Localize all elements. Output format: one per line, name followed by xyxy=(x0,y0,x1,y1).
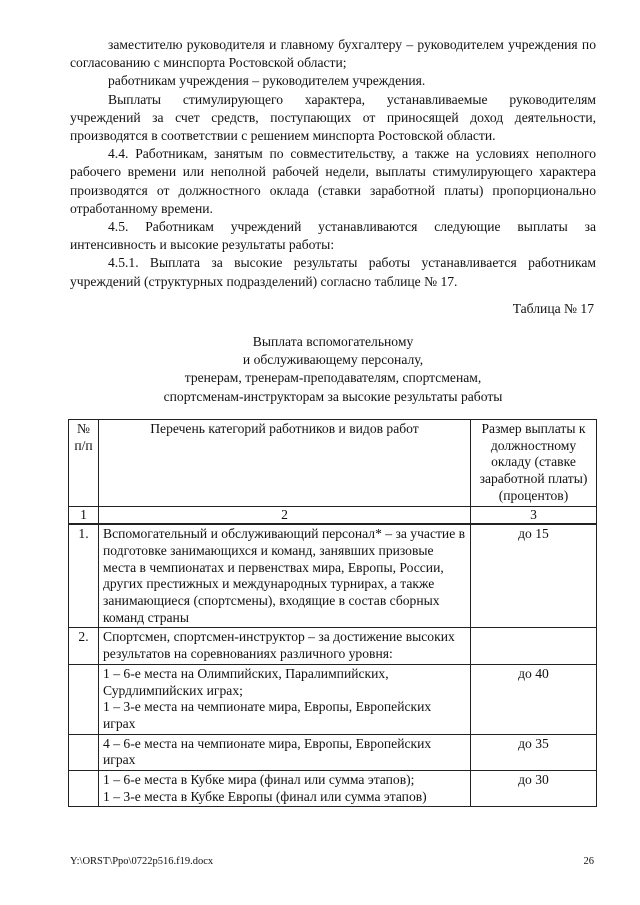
paragraph: заместителю руководителя и главному бухгалтеру – руководителем учреждения по согласованию с минспорта Ростовской области; xyxy=(70,37,596,71)
paragraph: Выплаты стимулирующего характера, устанавливаемые руководителям учреждений за счет средств, поступающих от приносящей доход деятельности, производятся в соответствии с решением минспорта Ростовской области. xyxy=(70,91,596,144)
paragraph: 4.5.1. Выплата за высокие результаты работы устанавливается работникам учреждений (структурных подразделений) согласно таблице № 17. xyxy=(70,255,596,289)
table-row xyxy=(69,734,597,770)
header-cell-number: № п/п xyxy=(69,420,99,507)
column-number: 2 xyxy=(99,506,471,524)
row-text: Спортсмен, спортсмен-инструктор – за достижение высоких результатов на соревнованиях различного уровня: xyxy=(99,628,471,664)
paragraph: 4.5. Работникам учреждений устанавливаются следующие выплаты за интенсивность и высокие результаты работы: xyxy=(70,219,596,253)
header-cell-categories: Перечень категорий работников и видов работ xyxy=(99,420,471,507)
column-number: 1 xyxy=(69,506,99,524)
row-value: до 15 xyxy=(471,524,597,628)
table-row xyxy=(69,664,597,734)
row-text xyxy=(99,664,471,734)
table-header-row xyxy=(69,420,597,507)
row-text-line: 1 – 3-е места на чемпионате мира, Европы, Европейских играх xyxy=(103,699,432,731)
title-line: Выплата вспомогательному xyxy=(252,334,414,349)
paragraph: работникам учреждения – руководителем учреждения. xyxy=(108,73,426,89)
column-number: 3 xyxy=(471,506,597,524)
row-text-line: 1 – 6-е места на Олимпийских, Паралимпийских, Сурдлимпийских играх; xyxy=(103,665,389,698)
payments-table xyxy=(68,419,597,807)
row-text-line: 1 – 6-е места в Кубке мира (финал или сумма этапов); xyxy=(103,772,415,788)
title-line: тренерам, тренерам-преподавателям, спортсменам, xyxy=(184,370,482,386)
row-number xyxy=(69,771,99,807)
footer-page-number: 26 xyxy=(583,856,594,867)
table-row xyxy=(69,628,597,664)
row-text-line: 1 – 3-е места в Кубке Европы (финал или сумма этапов) xyxy=(103,788,427,804)
footer-file-path: Y:\ORST\Ppo\0722p516.f19.docx xyxy=(70,856,214,867)
row-text xyxy=(99,771,471,807)
paragraph: 4.4. Работникам, занятым по совместительству, а также на условиях неполного рабочего времени или неполной рабочей недели, выплаты стимулирующего характера производятся от должностного оклада (ставки заработной платы) пропорционально отработанному времени. xyxy=(70,146,596,216)
title-line: и обслуживающему персоналу, xyxy=(242,352,424,368)
table-title xyxy=(70,333,596,406)
body-text xyxy=(70,36,596,291)
row-text: Вспомогательный и обслуживающий персонал* – за участие в подготовке занимающихся и команд, занявших призовые места в чемпионатах и первенствах мира, Европы, России, других престижных и международных турнирах, а также занимающиеся (спортсмены), входящие в состав сборных команд страны xyxy=(99,524,471,628)
header-cell-size: Размер выплаты к должностному окладу (ставке заработной платы) (процентов) xyxy=(471,420,597,507)
row-value: до 40 xyxy=(471,664,597,734)
row-value: до 35 xyxy=(471,734,597,770)
table-row xyxy=(69,771,597,807)
row-value: до 30 xyxy=(471,771,597,807)
row-number: 2. xyxy=(69,628,99,664)
table-label: Таблица № 17 xyxy=(512,301,594,316)
row-number xyxy=(69,734,99,770)
title-line: спортсменам-инструкторам за высокие результаты работы xyxy=(163,388,503,404)
column-number-row xyxy=(69,506,597,524)
table-row xyxy=(69,524,597,628)
row-number xyxy=(69,664,99,734)
row-text: 4 – 6-е места на чемпионате мира, Европы, Европейских играх xyxy=(99,734,471,770)
row-number: 1. xyxy=(69,524,99,628)
row-value xyxy=(471,628,597,664)
